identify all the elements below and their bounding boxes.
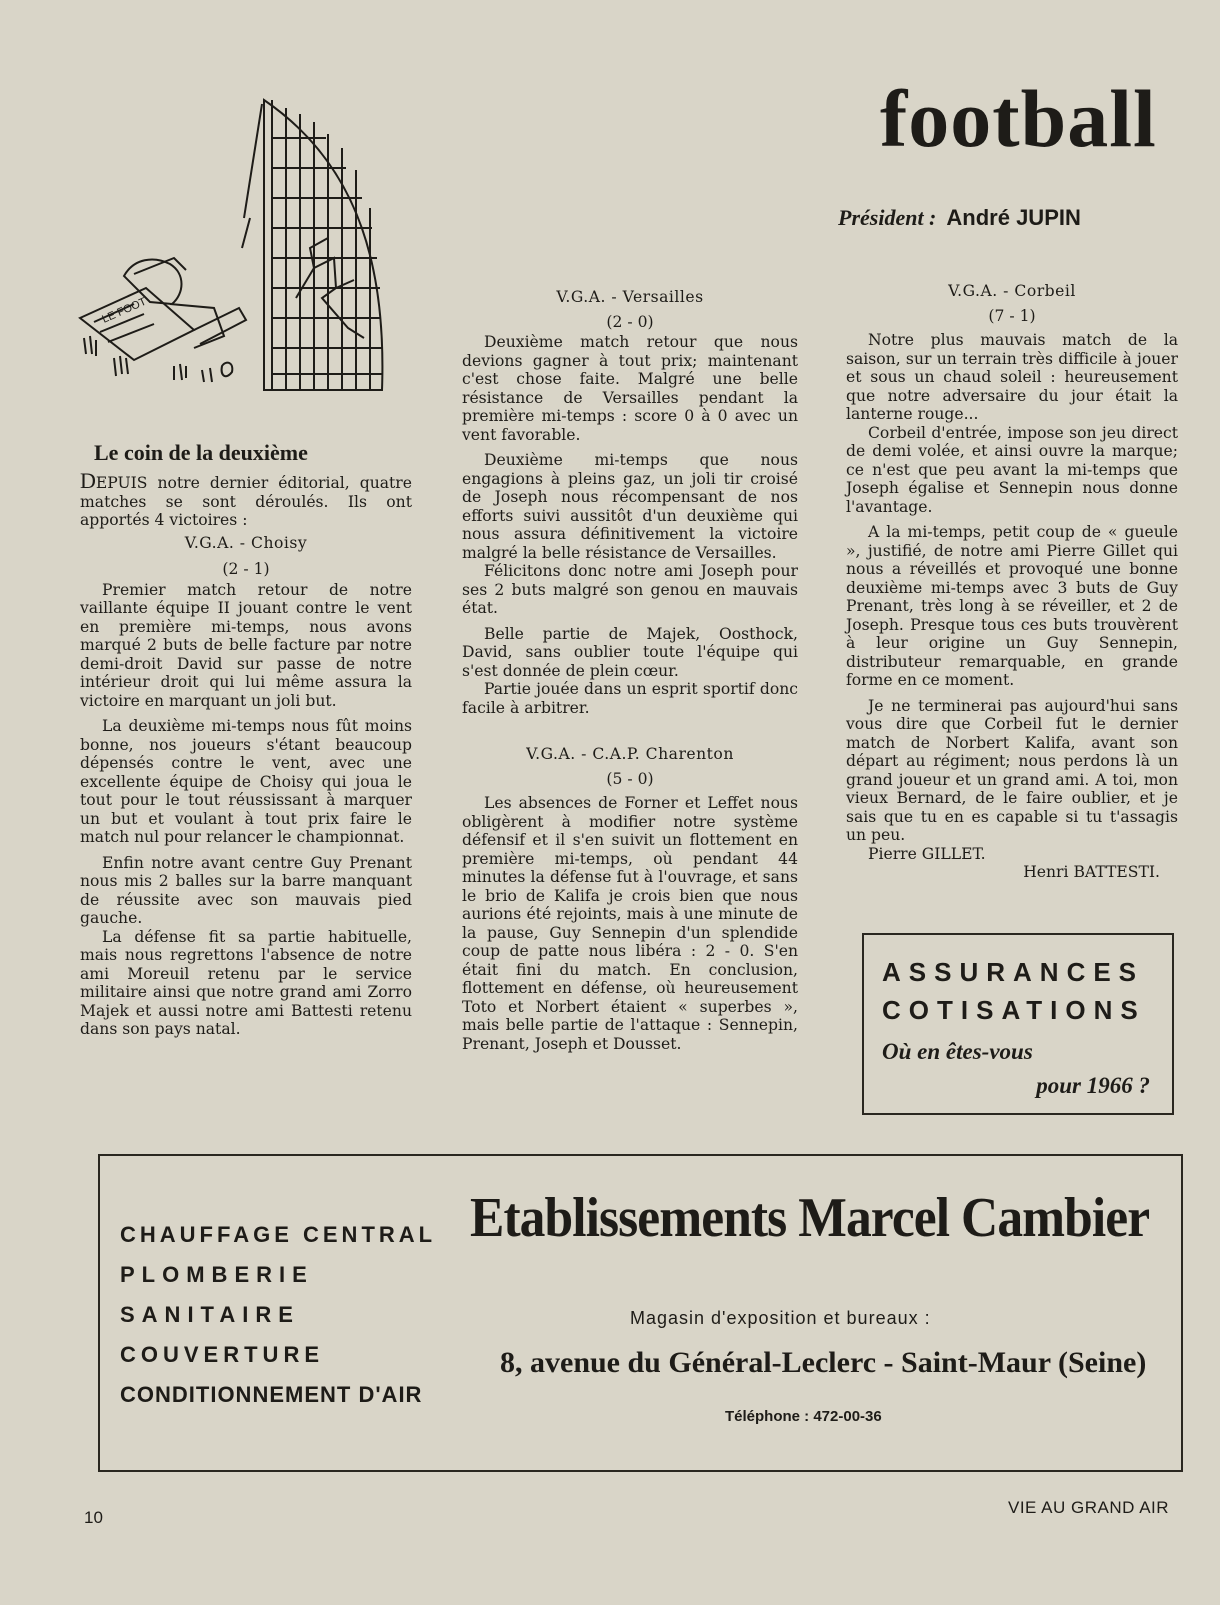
- signature: Henri BATTESTI.: [1023, 863, 1160, 881]
- company-phone: Téléphone : 472-00-36: [725, 1408, 882, 1425]
- paragraph: La défense fit sa partie habituelle, mais nous regrettons l'absence de notre ami Moreuil retenu par le service militaire ainsi que notre grand ami Zorro Majek et aussi notre ami Battesti retenu dans son pays natal.: [80, 927, 412, 1038]
- question-line: Où en êtes-vous: [882, 1039, 1033, 1064]
- president-name: André JUPIN: [946, 205, 1081, 230]
- paragraph: Enfin notre avant centre Guy Prenant nous mis 2 balles sur la barre manquant de réussite avec son mauvais pied gauche.: [80, 853, 412, 927]
- service-item: CHAUFFAGE CENTRAL: [120, 1222, 437, 1247]
- page-number: 10: [84, 1508, 103, 1527]
- paragraph: Partie jouée dans un esprit sportif donc facile à arbitrer.: [462, 680, 798, 717]
- magazine-name: VIE AU GRAND AIR: [1008, 1498, 1170, 1517]
- president-line: [838, 205, 1081, 231]
- match-score: (2 - 1): [222, 560, 270, 578]
- paragraph: Deuxième mi-temps que nous engagions à pleins gaz, un joli tir croisé de Joseph nous récompensant de nos efforts suivi aussitôt d'un deuxième qui nous assura définitivement la victoire malgré la belle résistance de Versailles.: [462, 451, 798, 562]
- year-line: pour 1966 ?: [1036, 1073, 1150, 1098]
- assurances-box: [862, 933, 1174, 1115]
- assurances-line: ASSURANCES: [882, 957, 1145, 987]
- page-title: football: [880, 73, 1157, 164]
- match-score: (2 - 0): [606, 312, 654, 331]
- match-score: (5 - 0): [606, 769, 654, 788]
- paragraph: Félicitons donc notre ami Joseph pour ses 2 buts malgré son genou en mauvais état.: [462, 562, 798, 617]
- match-heading: V.G.A. - C.A.P. Charenton: [526, 745, 734, 763]
- cotisations-line: COTISATIONS: [882, 995, 1146, 1025]
- paragraph: Les absences de Forner et Leffet nous obligèrent à modifier notre système défensif et il s'en suivit un flottement en première mi-temps, où pendant 44 minutes la défense fut à l'ouvrage, et sans le brio de Kalifa je crois bien que nous aurions été rejoints, mais à une minute de la pause, Guy Sennepin d'un splendide coup de patte nous libéra : 2 - 0. S'en était fini du match. En conclusion, flottement en défense, où heureusement Toto et Norbert étaient « superbes », mais belle partie de l'attaque : Sennepin, Prenant, Joseph et Dousset.: [462, 794, 798, 1053]
- match-heading: V.G.A. - Choisy: [184, 533, 308, 552]
- company-name: Etablissements Marcel Cambier: [470, 1187, 1150, 1249]
- section-title: Le coin de la deuxième: [94, 440, 308, 465]
- match-heading: V.G.A. - Corbeil: [948, 282, 1076, 300]
- paragraph: Corbeil d'entrée, impose son jeu direct de demi volée, et ainsi ouvre la marque; ce n'est que peu avant la mi-temps que Joseph égalise et Sennepin nous donne l'avantage.: [846, 423, 1178, 516]
- paragraph: La deuxième mi-temps nous fût moins bonne, nos joueurs s'étant beaucoup dépensés contre le vent, avec une excellente équipe de Choisy qui joua le tout pour le tout réussissant à marquer un but et voulant à tout prix faire le match nul pour relancer le championnat.: [80, 717, 412, 846]
- match-score: (7 - 1): [988, 306, 1036, 325]
- president-label: Président :: [838, 205, 937, 230]
- paragraph: Je ne terminerai pas aujourd'hui sans vous dire que Corbeil fut le dernier match de Norbert Kalifa, avant son départ au régiment; nous perdons là un grand joueur et un grand ami. A toi, mon vieux Bernard, de le faire oublier, et je sais que tu en es capable si tu t'assagis un peu.: [846, 696, 1178, 844]
- column-2: [462, 288, 798, 1053]
- intro-paragraph: DEPUIS notre dernier éditorial, quatre matches se sont déroulés. Ils ont apportés 4 victoires :: [80, 468, 412, 529]
- goalkeeper-illustration: [74, 98, 390, 394]
- paragraph: Belle partie de Majek, Oosthock, David, sans oublier toute l'équipe qui s'est donnée de plein cœur.: [462, 624, 798, 680]
- match-heading: V.G.A. - Versailles: [556, 288, 704, 306]
- signature: Pierre GILLET.: [868, 844, 986, 863]
- service-item: COUVERTURE: [120, 1342, 325, 1367]
- column-3: [846, 282, 1178, 882]
- drop-cap: D: [80, 468, 96, 493]
- company-address: 8, avenue du Général-Leclerc - Saint-Maur (Seine): [500, 1346, 1147, 1379]
- paragraph: Deuxième match retour que nous devions gagner à tout prix; maintenant c'est chose faite. Malgré une belle résistance de Versailles pendant la première mi-temps : score 0 à 0 avec un vent favorable.: [462, 333, 798, 444]
- service-item: SANITAIRE: [120, 1302, 300, 1327]
- column-1: [80, 468, 412, 1039]
- paragraph: Premier match retour de notre vaillante équipe II jouant contre le vent en première mi-temps, nous avons marqué 2 buts de belle facture par notre demi-droit David sur passe de notre intérieur droit qui lui même assura la victoire en marquant un joli but.: [80, 580, 412, 710]
- paragraph: A la mi-temps, petit coup de « gueule », justifié, de notre ami Pierre Gillet qui nous a réveillés et provoqué une bonne deuxième mi-temps avec 3 buts de Guy Prenant, très long à se réveiller, et 2 de Joseph. Presque tous ces buts trouvèrent à leur origine un Guy Sennepin, distributeur remarquable, en grande forme en ce moment.: [846, 523, 1178, 689]
- advertisement: [98, 1154, 1183, 1472]
- service-item: CONDITIONNEMENT D'AIR: [120, 1382, 423, 1407]
- service-item: PLOMBERIE: [120, 1262, 314, 1287]
- svg-text:LE FOOT: LE FOOT: [100, 295, 149, 326]
- showroom-label: Magasin d'exposition et bureaux :: [630, 1308, 931, 1328]
- paragraph: Notre plus mauvais match de la saison, sur un terrain très difficile à jouer et sous un chaud soleil : heureusement que notre adversaire du jour était la lanterne rouge...: [846, 331, 1178, 423]
